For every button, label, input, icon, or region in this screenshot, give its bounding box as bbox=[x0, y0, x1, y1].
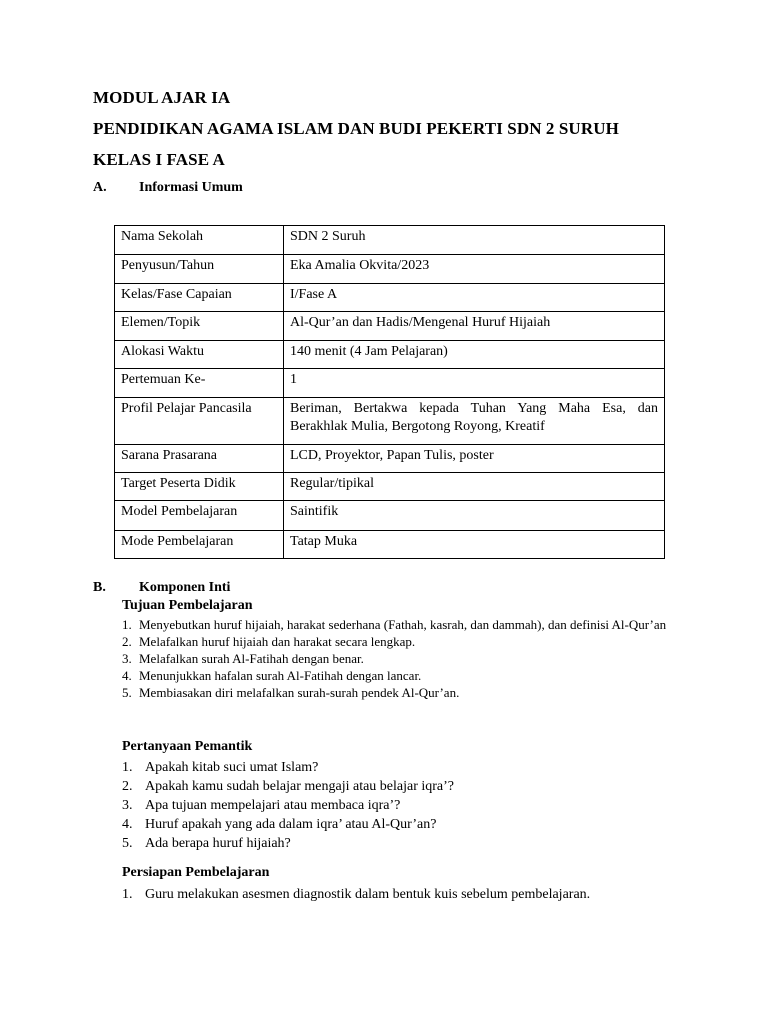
list-item bbox=[122, 834, 674, 853]
list-text: Menunjukkan hafalan surah Al-Fatihah dengan lancar. bbox=[139, 668, 422, 683]
list-item bbox=[122, 650, 674, 667]
list-number: 1. bbox=[122, 617, 132, 632]
info-value: 1 bbox=[284, 369, 665, 398]
list-text: Apa tujuan mempelajari atau membaca iqra’? bbox=[145, 798, 401, 813]
pemantik-list bbox=[122, 758, 674, 853]
list-item bbox=[122, 815, 674, 834]
list-item bbox=[122, 684, 674, 701]
info-value: SDN 2 Suruh bbox=[284, 226, 665, 255]
section-a-letter: A. bbox=[93, 180, 107, 195]
list-text: Apakah kamu sudah belajar mengaji atau belajar iqra’? bbox=[145, 779, 455, 794]
list-item bbox=[122, 796, 674, 815]
info-row bbox=[115, 341, 665, 369]
info-key: Nama Sekolah bbox=[115, 226, 284, 255]
info-key: Kelas/Fase Capaian bbox=[115, 284, 284, 312]
info-row bbox=[115, 501, 665, 531]
list-item bbox=[122, 885, 674, 904]
info-value: LCD, Proyektor, Papan Tulis, poster bbox=[284, 445, 665, 473]
info-row bbox=[115, 369, 665, 398]
info-row bbox=[115, 226, 665, 255]
list-item bbox=[122, 616, 674, 633]
list-item bbox=[122, 758, 674, 777]
list-text: Huruf apakah yang ada dalam iqra’ atau Al-Qur’an? bbox=[145, 817, 437, 832]
list-number: 3. bbox=[122, 798, 133, 813]
info-row bbox=[115, 284, 665, 312]
list-number: 4. bbox=[122, 668, 132, 683]
info-key: Target Peserta Didik bbox=[115, 473, 284, 501]
list-number: 4. bbox=[122, 817, 133, 832]
info-key: Penyusun/Tahun bbox=[115, 255, 284, 284]
subject-title: PENDIDIKAN AGAMA ISLAM DAN BUDI PEKERTI SDN 2 SURUH bbox=[93, 119, 619, 138]
tujuan-heading: Tujuan Pembelajaran bbox=[122, 598, 253, 613]
info-value: Al-Qur’an dan Hadis/Mengenal Huruf Hijaiah bbox=[284, 312, 665, 341]
info-table bbox=[114, 225, 665, 559]
persiapan-list bbox=[122, 885, 674, 904]
info-row bbox=[115, 531, 665, 559]
section-b-heading bbox=[93, 580, 230, 596]
info-row bbox=[115, 473, 665, 501]
info-row bbox=[115, 312, 665, 341]
section-a-title: Informasi Umum bbox=[139, 180, 243, 195]
persiapan-heading: Persiapan Pembelajaran bbox=[122, 865, 270, 880]
info-key: Mode Pembelajaran bbox=[115, 531, 284, 559]
document-title: MODUL AJAR IA bbox=[93, 88, 231, 107]
list-number: 5. bbox=[122, 685, 132, 700]
list-text: Apakah kitab suci umat Islam? bbox=[145, 760, 319, 775]
list-text: Melafalkan huruf hijaiah dan harakat secara lengkap. bbox=[139, 634, 416, 649]
pemantik-heading: Pertanyaan Pemantik bbox=[122, 739, 253, 754]
list-number: 1. bbox=[122, 887, 133, 902]
section-b-letter: B. bbox=[93, 580, 106, 595]
tujuan-list bbox=[122, 616, 674, 701]
info-key: Elemen/Topik bbox=[115, 312, 284, 341]
info-key: Alokasi Waktu bbox=[115, 341, 284, 369]
info-value: Beriman, Bertakwa kepada Tuhan Yang Maha Esa, dan Berakhlak Mulia, Bergotong Royong, Kreatif bbox=[284, 398, 665, 445]
class-title: KELAS I FASE A bbox=[93, 150, 225, 169]
list-text: Melafalkan surah Al-Fatihah dengan benar. bbox=[139, 651, 364, 666]
list-item bbox=[122, 667, 674, 684]
info-row bbox=[115, 398, 665, 445]
info-row bbox=[115, 255, 665, 284]
info-value: Regular/tipikal bbox=[284, 473, 665, 501]
list-number: 3. bbox=[122, 651, 132, 666]
info-key: Profil Pelajar Pancasila bbox=[115, 398, 284, 445]
list-item bbox=[122, 633, 674, 650]
list-text: Membiasakan diri melafalkan surah-surah pendek Al-Qur’an. bbox=[139, 685, 460, 700]
info-value: Tatap Muka bbox=[284, 531, 665, 559]
info-key: Pertemuan Ke- bbox=[115, 369, 284, 398]
list-text: Menyebutkan huruf hijaiah, harakat sederhana (Fathah, kasrah, dan dammah), dan definisi Al-Qur’an bbox=[139, 617, 667, 632]
list-number: 1. bbox=[122, 760, 133, 775]
info-value: 140 menit (4 Jam Pelajaran) bbox=[284, 341, 665, 369]
list-number: 2. bbox=[122, 779, 133, 794]
list-text: Guru melakukan asesmen diagnostik dalam bentuk kuis sebelum pembelajaran. bbox=[145, 887, 591, 902]
section-b-title: Komponen Inti bbox=[139, 580, 231, 595]
info-value: I/Fase A bbox=[284, 284, 665, 312]
info-key: Sarana Prasarana bbox=[115, 445, 284, 473]
info-row bbox=[115, 445, 665, 473]
list-item bbox=[122, 777, 674, 796]
section-a-heading bbox=[93, 180, 243, 196]
list-number: 5. bbox=[122, 836, 133, 851]
info-key: Model Pembelajaran bbox=[115, 501, 284, 531]
info-value: Eka Amalia Okvita/2023 bbox=[284, 255, 665, 284]
list-number: 2. bbox=[122, 634, 132, 649]
list-text: Ada berapa huruf hijaiah? bbox=[145, 836, 291, 851]
info-value: Saintifik bbox=[284, 501, 665, 531]
